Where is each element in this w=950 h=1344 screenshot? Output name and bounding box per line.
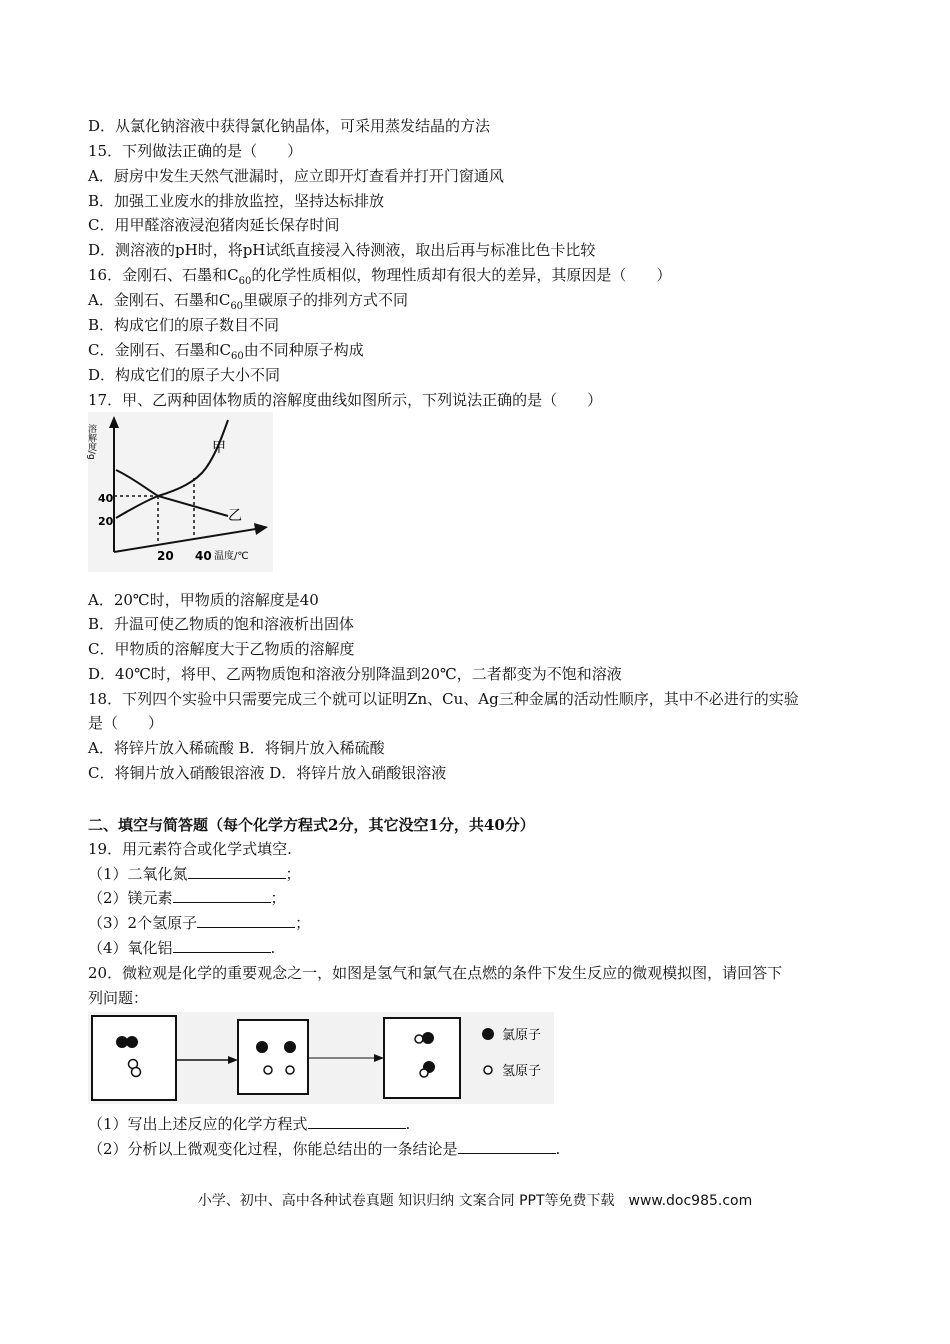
page-footer: 小学、初中、高中各种试卷真题 知识归纳 文案合同 PPT等免费下载 www.doc985.com: [197, 1193, 753, 1209]
legend-hydrogen-label: 氢原子: [502, 1064, 542, 1079]
q15-option-a: A．厨房中发生天然气泄漏时，应立即开灯查看并打开门窗通风: [88, 167, 504, 185]
q18-stem: 18．下列四个实验中只需要完成三个就可以证明Zn、Cu、Ag三种金属的活动性顺序，其中不必进行的实验: [88, 690, 799, 708]
product-box: [384, 1018, 460, 1098]
subscript: 60: [230, 351, 244, 362]
legend-chlorine-icon: [482, 1028, 494, 1040]
q16-option-a-text: 里碳原子的排列方式不同: [243, 291, 409, 309]
q19-item-4: [88, 937, 275, 959]
punct: ；: [285, 865, 301, 883]
q17-option-d: D．40℃时，将甲、乙两物质饱和溶液分别降温到20℃，二者都变为不饱和溶液: [88, 665, 622, 683]
punct: ；: [295, 914, 311, 932]
q16-option-c-text: 由不同种原子构成: [243, 341, 364, 359]
graph-ylabel: 溶解度/g: [86, 424, 96, 460]
q18-stem-cont: 是（ ）: [88, 714, 164, 732]
q19-item-2-text: （2）镁元素: [88, 889, 173, 907]
q17-option-a: A．20℃时，甲物质的溶解度是40: [88, 591, 319, 609]
answer-blank[interactable]: [458, 1138, 556, 1154]
q16-option-d: D．构成它们的原子大小不同: [88, 366, 281, 384]
hydrogen-atom: [286, 1066, 294, 1074]
q15-option-c: C．用甲醛溶液浸泡猪肉延长保存时间: [88, 216, 340, 234]
answer-blank[interactable]: [308, 1113, 406, 1129]
curve-yi-label: 乙: [228, 508, 242, 524]
q15-option-d: D．测溶液的pH时，将pH试纸直接浸入待测液，取出后再与标准比色卡比较: [88, 241, 596, 259]
subscript: 60: [238, 276, 252, 287]
micro-reaction-diagram: [88, 1012, 554, 1104]
q15-option-b: B．加强工业废水的排放监控，坚持达标排放: [88, 192, 385, 210]
chlorine-atom: [422, 1032, 434, 1044]
q16-option-b: B．构成它们的原子数目不同: [88, 316, 280, 334]
graph-ytick-40: 40: [98, 492, 114, 505]
answer-blank[interactable]: [188, 863, 286, 879]
legend-chlorine-label: 氯原子: [502, 1028, 542, 1043]
hydrogen-atom: [264, 1066, 272, 1074]
punct: .: [405, 1115, 411, 1133]
q17-option-c: C．甲物质的溶解度大于乙物质的溶解度: [88, 640, 355, 658]
subscript: 60: [230, 301, 244, 312]
solubility-graph: [88, 412, 273, 572]
q15-stem: 15．下列做法正确的是（ ）: [88, 142, 303, 160]
q20-stem: 20．微粒观是化学的重要观念之一，如图是氢气和氯气在点燃的条件下发生反应的微观模拟图，请回答下: [88, 964, 783, 982]
q20-sub-2-text: （2）分析以上微观变化过程，你能总结出的一条结论是: [88, 1140, 458, 1158]
hydrogen-atom: [415, 1035, 423, 1043]
answer-blank[interactable]: [173, 937, 271, 953]
q17-stem: 17．甲、乙两种固体物质的溶解度曲线如图所示，下列说法正确的是（ ）: [88, 391, 603, 409]
q16-option-a-text: A．金刚石、石墨和C: [88, 291, 231, 309]
q16-option-c-text: C．金刚石、石墨和C: [88, 341, 231, 359]
q17-option-b: B．升温可使乙物质的饱和溶液析出固体: [88, 615, 355, 633]
hydrogen-atom: [420, 1069, 428, 1077]
q16-stem-text: 的化学性质相似，物理性质却有很大的差异，其原因是（ ）: [251, 266, 672, 284]
q19-item-2: [88, 887, 286, 909]
q20-sub-1-text: （1）写出上述反应的化学方程式: [88, 1115, 308, 1133]
q19-stem: 19．用元素符合或化学式填空.: [88, 840, 292, 858]
graph-xtick-20: 20: [157, 549, 174, 563]
punct: .: [555, 1140, 561, 1158]
q19-item-1: [88, 863, 301, 885]
punct: ；: [270, 889, 286, 907]
intermediate-box: [238, 1020, 308, 1094]
answer-blank[interactable]: [173, 887, 271, 903]
q19-item-1-text: （1）二氧化氮: [88, 865, 188, 883]
q19-item-3-text: （3）2个氢原子: [88, 914, 198, 932]
graph-xlabel: 温度/℃: [214, 551, 249, 562]
hydrogen-atom: [132, 1068, 141, 1077]
section-heading: 二、填空与简答题（每个化学方程式2分，其它没空1分，共40分）: [88, 816, 535, 834]
q20-sub-2: [88, 1138, 560, 1160]
reactant-box: [92, 1016, 176, 1100]
q14-option-d: D．从氯化钠溶液中获得氯化钠晶体，可采用蒸发结晶的方法: [88, 117, 491, 135]
q19-item-4-text: （4）氧化铝: [88, 939, 173, 957]
graph-ytick-20: 20: [98, 515, 114, 528]
chlorine-atom: [284, 1041, 296, 1053]
q18-options-ab: A．将锌片放入稀硫酸 B．将铜片放入稀硫酸: [88, 739, 385, 757]
chlorine-atom: [126, 1036, 138, 1048]
curve-jia-label: 甲: [212, 440, 226, 456]
graph-xtick-40: 40: [195, 549, 212, 563]
q18-options-cd: C．将铜片放入硝酸银溶液 D．将锌片放入硝酸银溶液: [88, 764, 447, 782]
q20-stem-cont: 列问题：: [88, 989, 149, 1007]
legend-hydrogen-icon: [484, 1066, 492, 1074]
q19-item-3: [88, 912, 310, 934]
punct: .: [270, 939, 276, 957]
q16-stem-text: 16．金刚石、石墨和C: [88, 266, 239, 284]
q20-sub-1: [88, 1113, 410, 1135]
chlorine-atom: [256, 1041, 268, 1053]
answer-blank[interactable]: [197, 912, 295, 928]
